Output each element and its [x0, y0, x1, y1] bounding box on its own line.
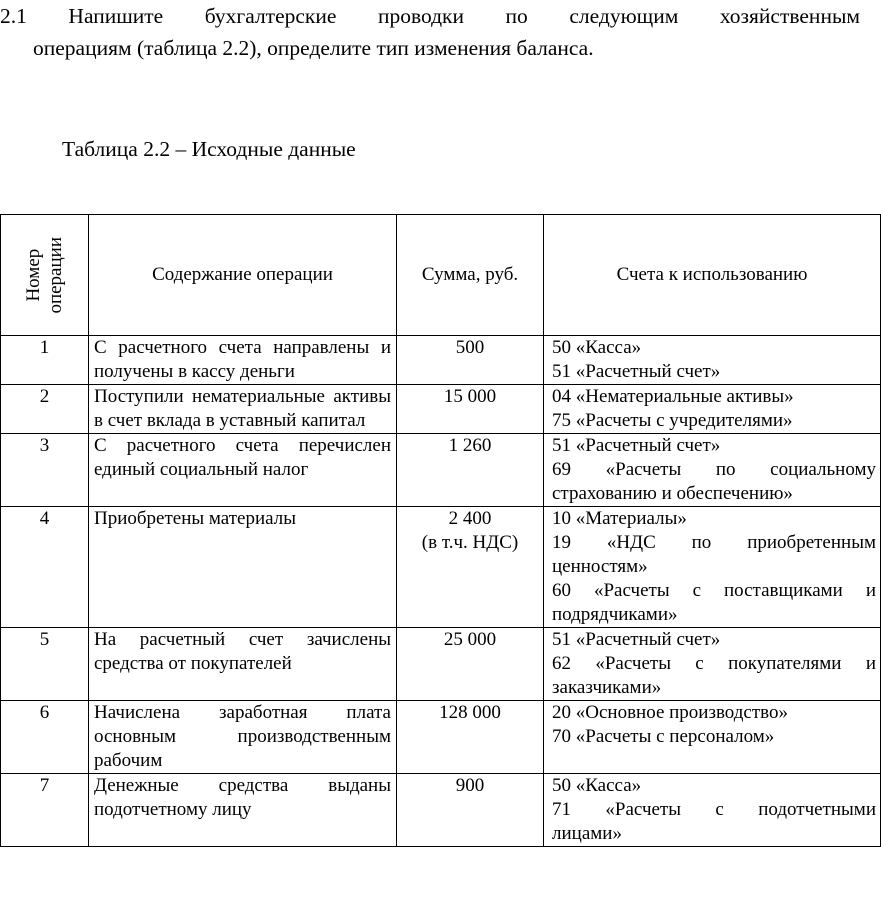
operation-description: Денежные средства выданы подотчетному лицу [89, 774, 397, 847]
operation-sum: 15 000 [443, 386, 497, 407]
account-line: страхованию и обеспечению» [552, 483, 793, 504]
table-row [1, 385, 881, 434]
header-accounts: Счета к использованию [544, 215, 881, 336]
table-header-row [1, 215, 881, 336]
operation-sum: 500 [455, 337, 485, 358]
operation-number: 4 [1, 507, 89, 628]
operation-sum-cell [397, 434, 544, 507]
operation-sum: 900 [455, 775, 485, 796]
account-line: 75 «Расчеты с учредителями» [552, 410, 793, 431]
table-body [1, 336, 881, 847]
header-content: Содержание операции [89, 215, 397, 336]
task-statement [0, 0, 860, 64]
accounts-cell [544, 507, 881, 628]
account-line: 71 «Расчеты с подотчетными [552, 799, 876, 820]
operation-sum: 1 260 [448, 435, 492, 456]
operation-sum-note: (в т.ч. НДС) [421, 532, 519, 553]
account-line: 51 «Расчетный счет» [552, 361, 721, 382]
account-line: ценностям» [552, 556, 648, 577]
operation-sum: 128 000 [439, 702, 501, 723]
account-line: 10 «Материалы» [552, 508, 687, 529]
operation-sum-cell [397, 336, 544, 385]
account-line: 62 «Расчеты с покупателями и [552, 653, 876, 674]
operation-description: С расчетного счета перечислен единый социальный налог [89, 434, 397, 507]
operation-sum: 25 000 [443, 629, 497, 650]
account-line: заказчиками» [552, 677, 662, 698]
account-line: 69 «Расчеты по социальному [552, 459, 876, 480]
operation-sum-cell [397, 628, 544, 701]
account-line: 60 «Расчеты с поставщиками и [552, 580, 876, 601]
operation-number: 5 [1, 628, 89, 701]
operation-number: 6 [1, 701, 89, 774]
table-row [1, 507, 881, 628]
operation-sum: 2 400 [448, 508, 492, 529]
account-line: 70 «Расчеты с персоналом» [552, 726, 775, 747]
operation-number: 3 [1, 434, 89, 507]
account-line: 20 «Основное производство» [552, 702, 789, 723]
operation-number: 7 [1, 774, 89, 847]
account-line: 19 «НДС по приобретенным [552, 532, 876, 553]
accounts-cell [544, 434, 881, 507]
operation-description: Начислена заработная плата основным производственным рабочим [89, 701, 397, 774]
operation-description: Приобретены материалы [89, 507, 397, 628]
table-row [1, 434, 881, 507]
operation-description: На расчетный счет зачислены средства от покупателей [89, 628, 397, 701]
account-line: 51 «Расчетный счет» [552, 629, 721, 650]
header-number-line-1: Номер [22, 248, 44, 302]
operation-number: 1 [1, 336, 89, 385]
operation-description: С расчетного счета направлены и получены в кассу деньги [89, 336, 397, 385]
header-number-line-2: операции [44, 236, 66, 314]
operation-sum-cell [397, 701, 544, 774]
table-row [1, 628, 881, 701]
source-data-table-wrapper [0, 214, 876, 874]
operation-sum-cell [397, 774, 544, 847]
accounts-cell [544, 385, 881, 434]
account-line: лицами» [552, 823, 622, 844]
operation-number: 2 [1, 385, 89, 434]
header-sum: Сумма, руб. [397, 215, 544, 336]
account-line: 50 «Касса» [552, 775, 642, 796]
task-line-1: 2.1 Напишите бухгалтерские проводки по следующим хозяйственным [0, 4, 860, 28]
operation-sum-cell [397, 385, 544, 434]
accounts-cell [544, 774, 881, 847]
account-line: 51 «Расчетный счет» [552, 435, 721, 456]
accounts-cell [544, 336, 881, 385]
table-row [1, 336, 881, 385]
operation-description: Поступили нематериальные активы в счет вклада в уставный капитал [89, 385, 397, 434]
task-line-2: операциям (таблица 2.2), определите тип изменения баланса. [33, 36, 594, 60]
account-line: 04 «Нематериальные активы» [552, 386, 794, 407]
accounts-cell [544, 628, 881, 701]
table-row [1, 701, 881, 774]
account-line: 50 «Касса» [552, 337, 642, 358]
table-caption: Таблица 2.2 – Исходные данные [62, 137, 356, 161]
table-row [1, 774, 881, 847]
operation-sum-cell [397, 507, 544, 628]
accounts-cell [544, 701, 881, 774]
source-data-table [0, 214, 881, 847]
header-number [1, 215, 89, 336]
account-line: подрядчиками» [552, 604, 678, 625]
